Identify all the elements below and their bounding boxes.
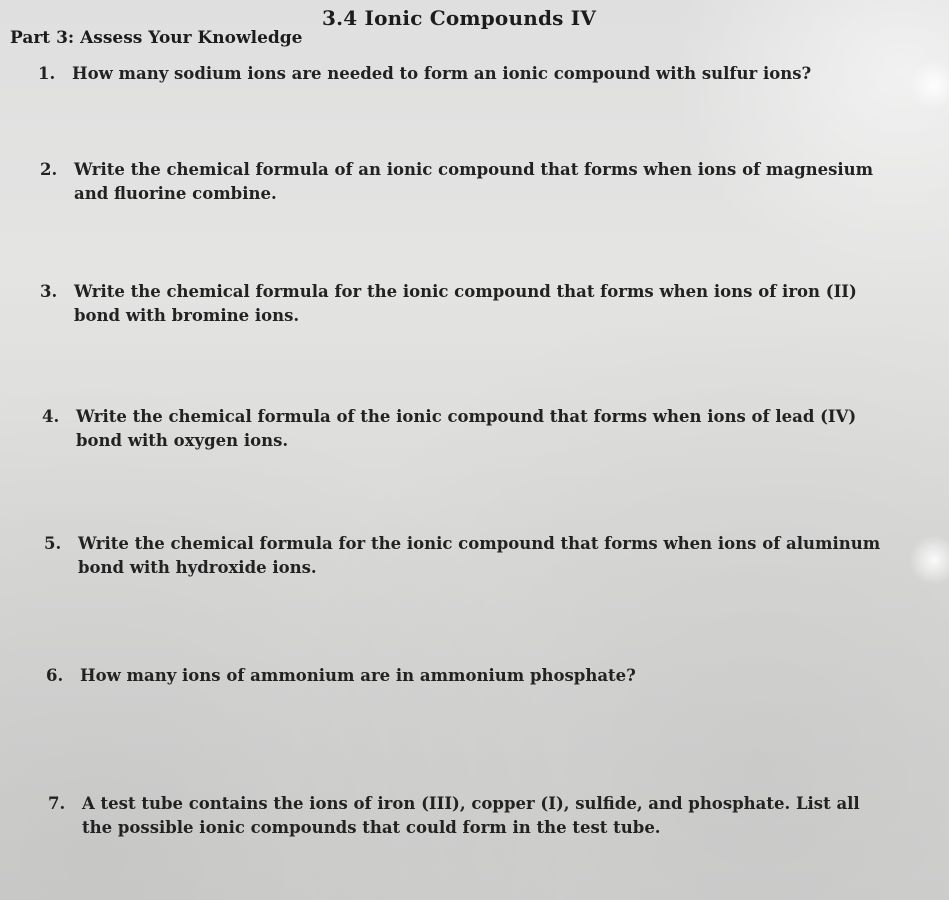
question-6	[46, 664, 880, 688]
question-7	[48, 792, 892, 840]
question-text: A test tube contains the ions of iron (III), copper (I), sulfide, and phosphate. List all the possible ionic compounds that could form in the test tube.	[82, 794, 860, 837]
question-number: 5.	[44, 534, 62, 553]
question-number: 7.	[48, 794, 66, 813]
question-number: 2.	[40, 160, 58, 179]
worksheet-title: 3.4 Ionic Compounds IV	[322, 6, 597, 30]
question-text: Write the chemical formula of the ionic compound that forms when ions of lead (IV) bond with oxygen ions.	[76, 407, 857, 450]
question-number: 6.	[46, 666, 64, 685]
question-5	[44, 532, 908, 580]
question-number: 3.	[40, 282, 58, 301]
part-heading: Part 3: Assess Your Knowledge	[10, 28, 303, 48]
question-number: 1.	[38, 64, 56, 83]
question-4	[42, 405, 876, 453]
question-text: Write the chemical formula for the ionic compound that forms when ions of aluminum bond with hydroxide ions.	[78, 534, 881, 577]
light-glare	[909, 535, 949, 585]
question-text: Write the chemical formula for the ionic compound that forms when ions of iron (II) bond with bromine ions.	[74, 282, 857, 325]
question-text: How many sodium ions are needed to form an ionic compound with sulfur ions?	[72, 64, 812, 83]
question-text: How many ions of ammonium are in ammonium phosphate?	[80, 666, 636, 685]
question-1	[38, 62, 832, 86]
question-text: Write the chemical formula of an ionic compound that forms when ions of magnesium and fluorine combine.	[74, 160, 874, 203]
question-number: 4.	[42, 407, 60, 426]
light-glare	[909, 60, 949, 110]
question-2	[40, 158, 874, 206]
question-3	[40, 280, 874, 328]
